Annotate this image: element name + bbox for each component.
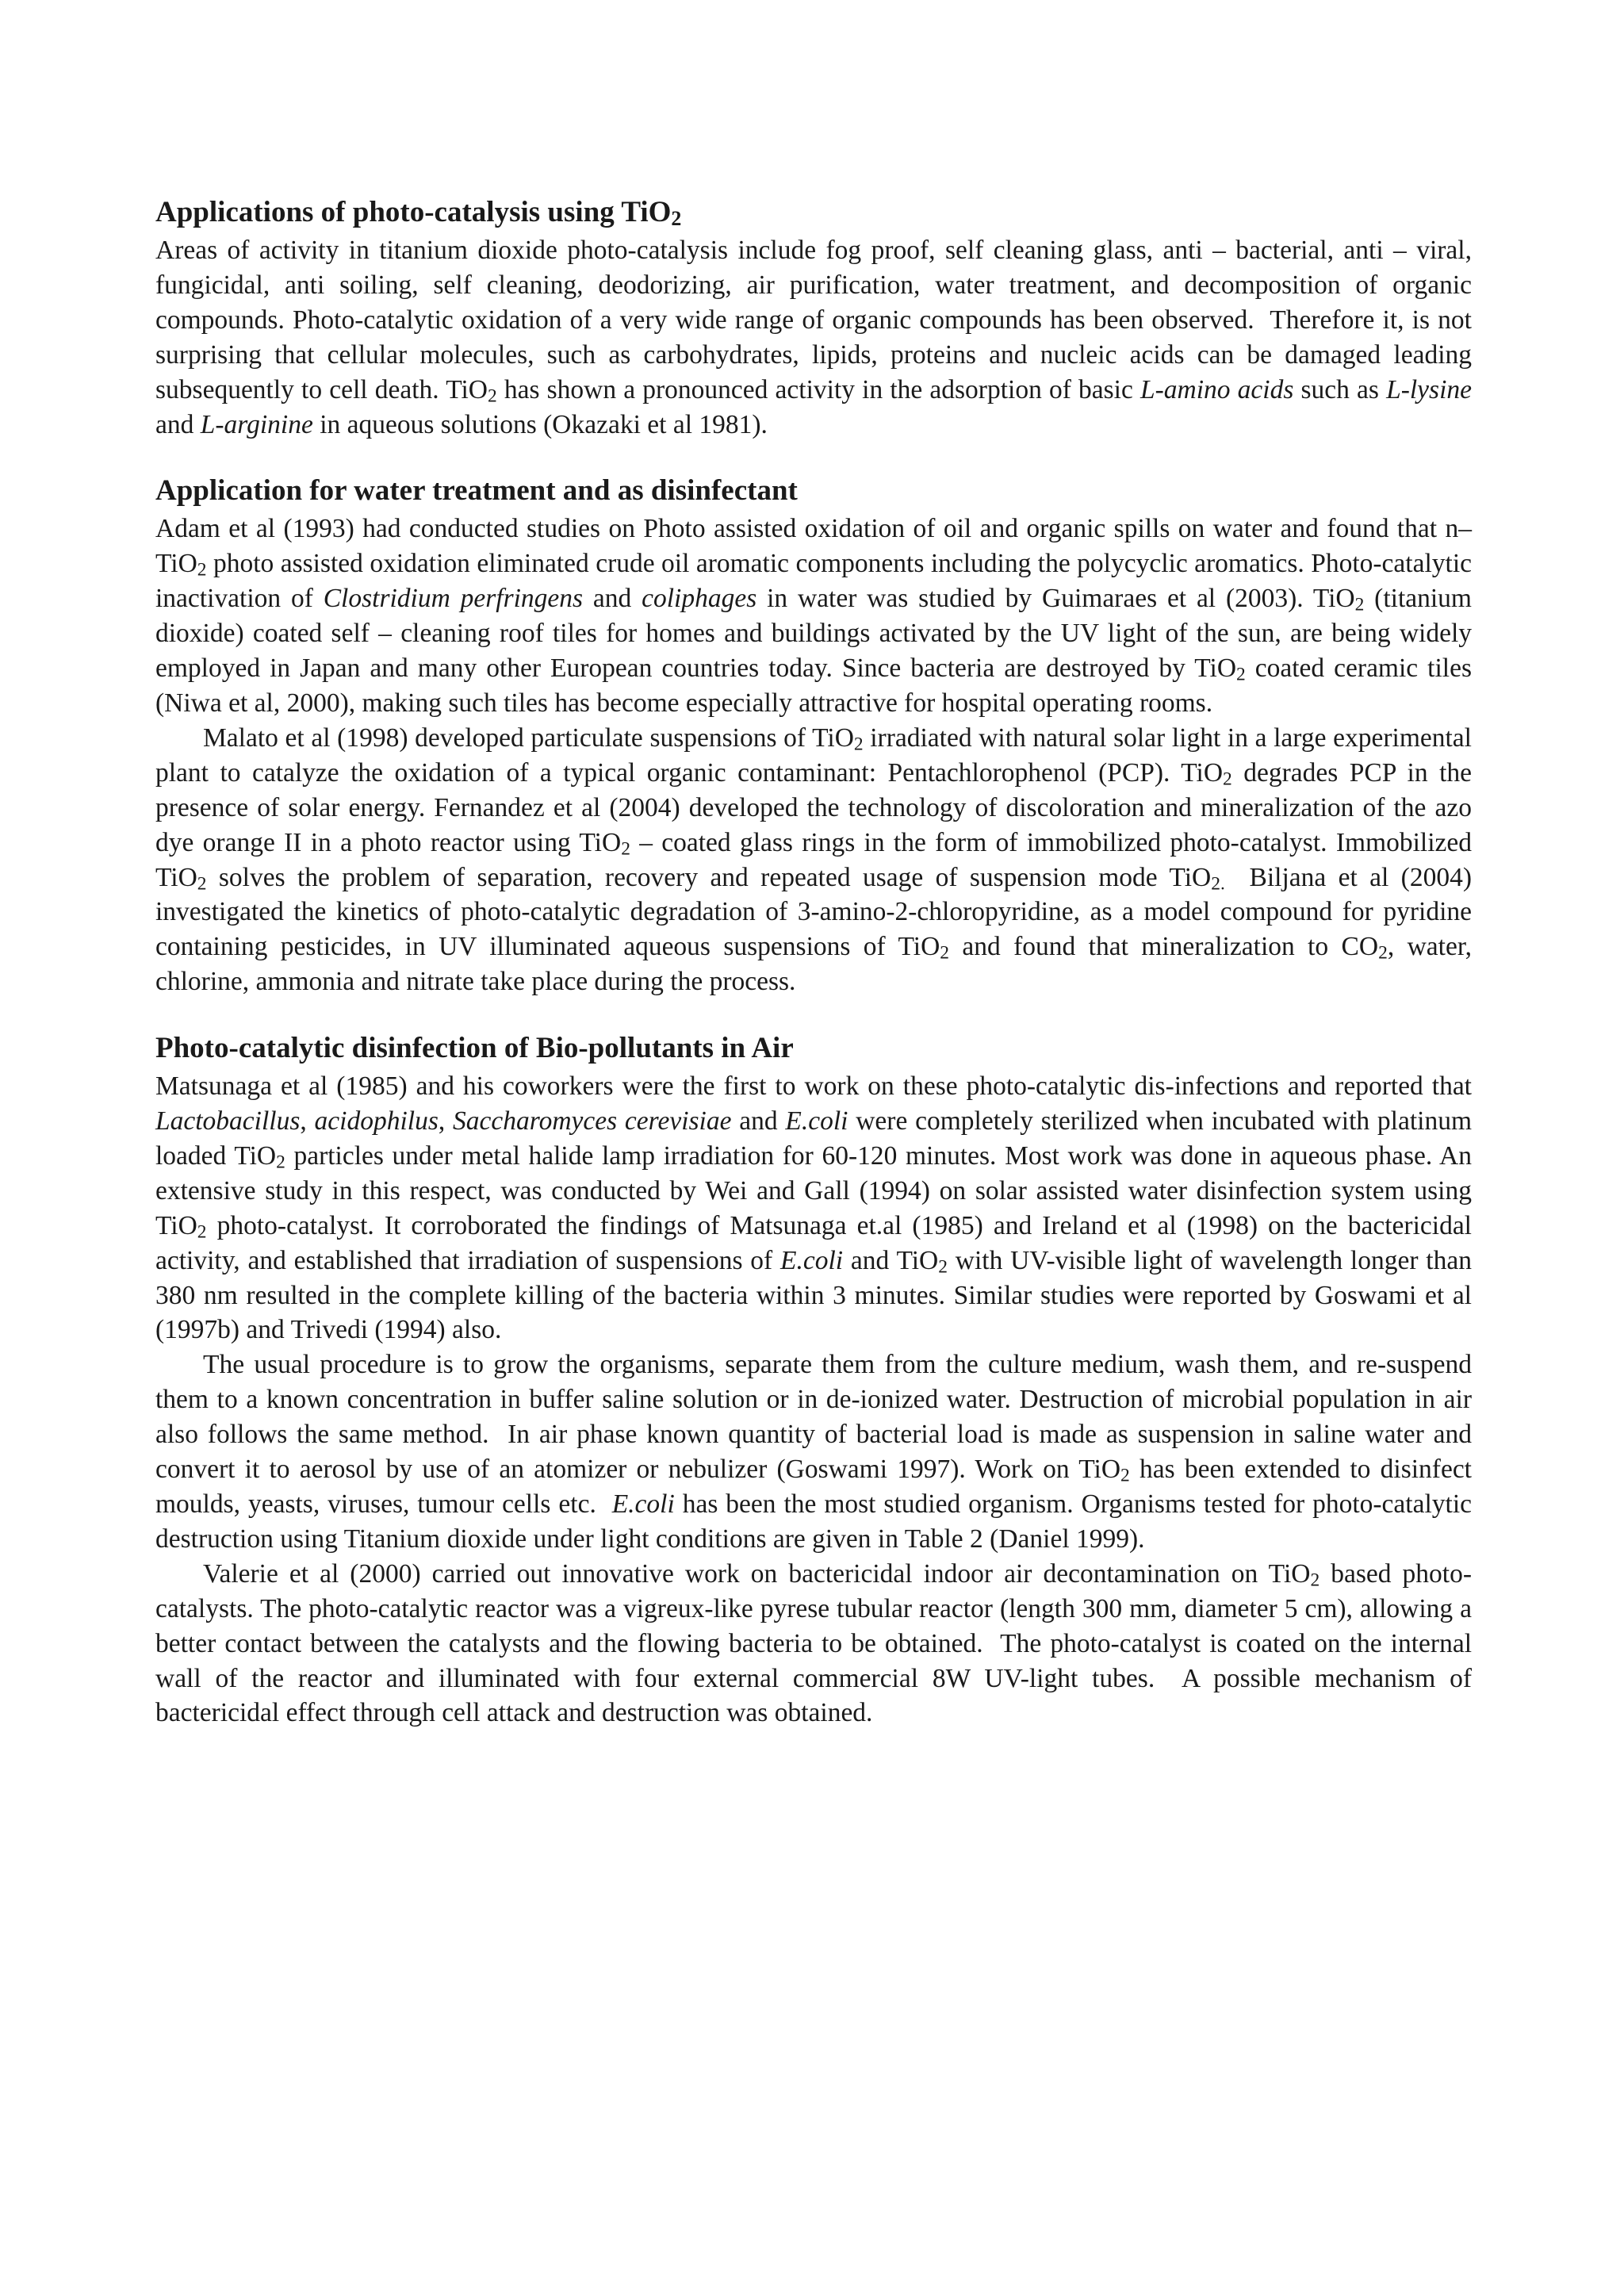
document-page — [155, 195, 1472, 1731]
section-heading: Application for water treatment and as disinfectant — [155, 474, 798, 508]
paragraph: Adam et al (1993) had conducted studies on Photo assisted oxidation of oil and organic spills on water and found that n–TiO$_2$ photo assisted oxidation eliminated crude oil aromatic components including the polycyclic aromatics. Photo-catalytic inactivation of Clostridium perfringens and coliphages in water was studied by Guimaraes et al (2003). TiO$_2$ (titanium dioxide) coated self – cleaning roof tiles for homes and buildings activated by the UV light of the sun, are being widely employed in Japan and many other European countries today. Since bacteria are destroyed by TiO$_2$ coated ceramic tiles (Niwa et al, 2000), making such tiles has become especially attractive for hospital operating rooms. — [155, 514, 1472, 718]
section-heading: Applications of photo-catalysis using TiO$_2$ — [155, 196, 682, 231]
paragraph: Valerie et al (2000) carried out innovative work on bactericidal indoor air decontamination on TiO$_2$ based photo-catalysts. The photo-catalytic reactor was a vigreux-like pyrese tubular reactor (length 300 mm, diameter 5 cm), allowing a better contact between the catalysts and the flowing bacteria to be obtained. The photo-catalyst is coated on the internal wall of the reactor and illuminated with four external commercial 8W UV-light tubes. A possible mechanism of bactericidal effect through cell attack and destruction was obtained. — [155, 1558, 1472, 1728]
section-heading: Photo-catalytic disinfection of Bio-pollutants in Air — [155, 1032, 794, 1065]
section-applications — [155, 195, 1472, 442]
section-water-treatment — [155, 473, 1472, 999]
paragraph: Malato et al (1998) developed particulate suspensions of TiO$_2$ irradiated with natural solar light in a large experimental plant to catalyze the oxidation of a typical organic contaminant: Pentachlorophenol (PCP). TiO$_2$ degrades PCP in the presence of solar energy. Fernandez et al (2004) developed the technology of discoloration and mineralization of the azo dye orange II in a photo reactor using TiO$_2$ – coated glass rings in the form of immobilized photo-catalyst. Immobilized TiO$_2$ solves the problem of separation, recovery and repeated usage of suspension mode TiO$_{2.}$ Biljana et al (2004) investigated the kinetics of photo-catalytic degradation of 3-amino-2-chloropyridine, as a model compound for pyridine containing pesticides, in UV illuminated aqueous suspensions of TiO$_2$ and found that mineralization to $CO_2$, water, chlorine, ammonia and nitrate take place during the process. — [155, 723, 1473, 997]
paragraph: The usual procedure is to grow the organisms, separate them from the culture medium, wash them, and re-suspend them to a known concentration in buffer saline solution or in de-ionized water. Destruction of microbial population in air also follows the same method. In air phase known quantity of bacterial load is made as suspension in saline water and convert it to aerosol by use of an atomizer or nebulizer (Goswami 1997). Work on TiO$_2$ has been extended to disinfect moulds, yeasts, viruses, tumour cells etc. E.coli has been the most studied organism. Organisms tested for photo-catalytic destruction using Titanium dioxide under light conditions are given in Table 2 (Daniel 1999). — [155, 1350, 1472, 1554]
section-air-disinfection — [155, 1031, 1472, 1731]
paragraph: Areas of activity in titanium dioxide photo-catalysis include fog proof, self cleaning glass, anti – bacterial, anti – viral, fungicidal, anti soiling, self cleaning, deodorizing, air purification, water treatment, and decomposition of organic compounds. Photo-catalytic oxidation of a very wide range of organic compounds has been observed. Therefore it, is not surprising that cellular molecules, such as carbohydrates, lipids, proteins and nucleic acids can be damaged leading subsequently to cell death. TiO$_2$ has shown a pronounced activity in the adsorption of basic L-amino acids such as L-lysine and L-arginine in aqueous solutions (Okazaki et al 1981). — [155, 236, 1473, 439]
paragraph: Matsunaga et al (1985) and his coworkers were the first to work on these photo-catalytic dis-infections and reported that Lactobacillus, acidophilus, Saccharomyces cerevisiae and E.coli were completely sterilized when incubated with platinum loaded TiO$_2$ particles under metal halide lamp irradiation for 60-120 minutes. Most work was done in aqueous phase. An extensive study in this respect, was conducted by Wei and Gall (1994) on solar assisted water disinfection system using TiO$_2$ photo-catalyst. It corroborated the findings of Matsunaga et.al (1985) and Ireland et al (1998) on the bactericidal activity, and established that irradiation of suspensions of E.coli and TiO$_2$ with UV-visible light of wavelength longer than 380 nm resulted in the complete killing of the bacteria within 3 minutes. Similar studies were reported by Goswami et al (1997b) and Trivedi (1994) also. — [155, 1071, 1473, 1345]
